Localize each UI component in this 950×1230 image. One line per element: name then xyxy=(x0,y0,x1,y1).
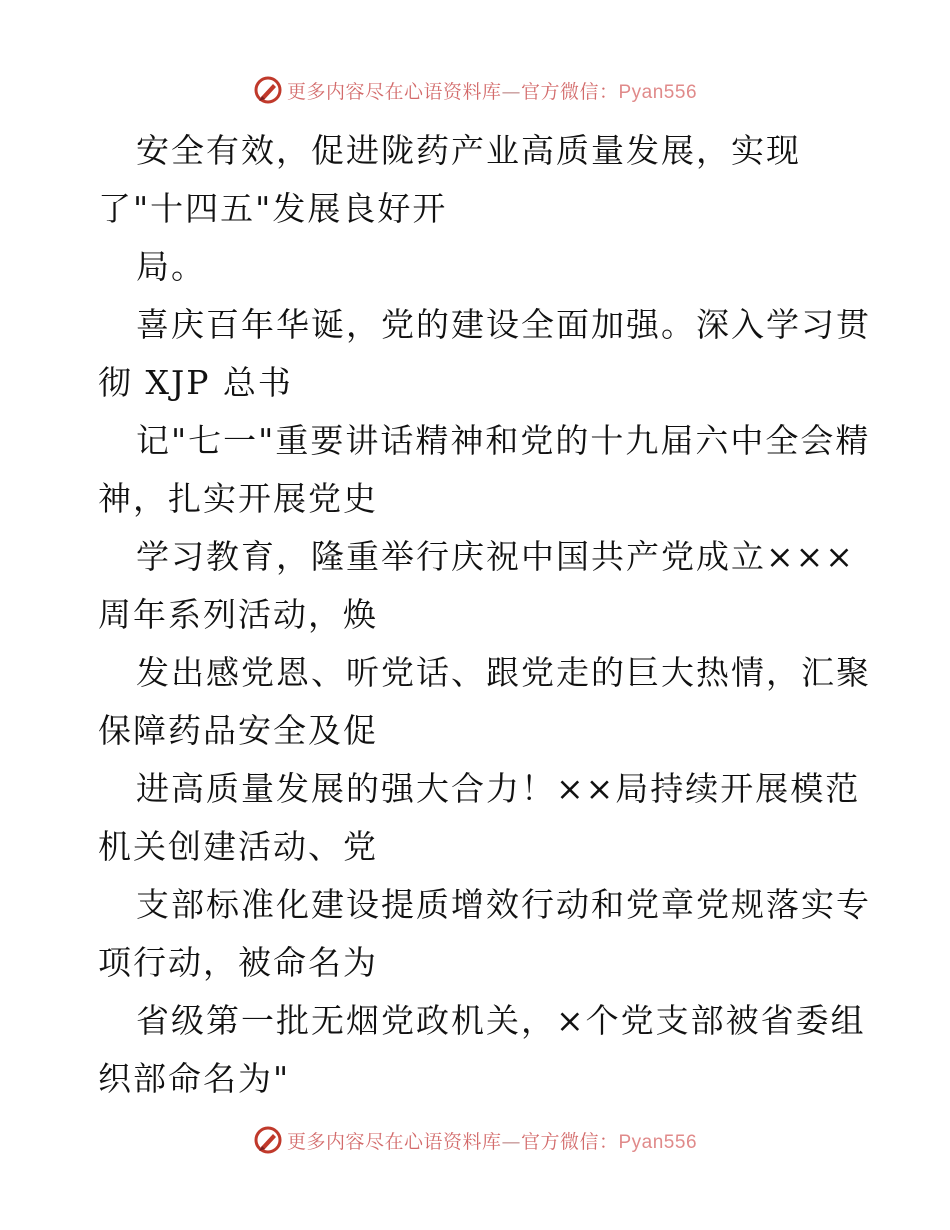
watermark-separator: — xyxy=(501,1130,521,1153)
text-line: 喜庆百年华诞，党的建设全面加强。深入学习贯 xyxy=(136,305,871,344)
watermark-text xyxy=(287,1127,697,1154)
text-line: 发出感党恩、听党话、跟党走的巨大热情，汇聚 xyxy=(136,653,871,692)
text-line: 项行动，被命名为 xyxy=(98,943,378,982)
watermark-handle: Pyan556 xyxy=(618,1131,698,1153)
text-line: 进高质量发展的强大合力！××局持续开展模范 xyxy=(136,769,861,808)
watermark-separator: — xyxy=(501,80,521,103)
footer-watermark xyxy=(0,1122,950,1158)
text-line: 记"七一"重要讲话精神和党的十九届六中全会精 xyxy=(136,421,871,460)
text-line: 支部标准化建设提质增效行动和党章党规落实专 xyxy=(136,885,871,924)
watermark-handle: Pyan556 xyxy=(618,81,698,103)
text-line: 保障药品安全及促 xyxy=(98,711,378,750)
pen-logo-icon xyxy=(253,75,283,105)
text-line: 神，扎实开展党史 xyxy=(98,479,378,518)
watermark-official: 官方微信： xyxy=(520,1130,619,1153)
text-line: 省级第一批无烟党政机关，×个党支部被省委组 xyxy=(136,1001,866,1040)
document-body xyxy=(98,122,878,1108)
watermark-prefix: 更多内容尽在心语资料库 xyxy=(286,1130,502,1153)
pen-logo-icon xyxy=(253,1125,283,1155)
text-line: 局。 xyxy=(136,247,206,286)
text-line: 织部命名为" xyxy=(98,1059,291,1098)
watermark-text xyxy=(287,77,697,104)
text-line: 安全有效，促进陇药产业高质量发展，实现 xyxy=(136,131,801,170)
text-line: 机关创建活动、党 xyxy=(98,827,378,866)
text-line: 周年系列活动，焕 xyxy=(98,595,378,634)
text-line: 了"十四五"发展良好开 xyxy=(98,189,448,228)
watermark-prefix: 更多内容尽在心语资料库 xyxy=(286,80,502,103)
watermark-official: 官方微信： xyxy=(520,80,619,103)
text-line: 彻 XJP 总书 xyxy=(98,363,293,402)
header-watermark xyxy=(0,72,950,108)
text-line: 学习教育，隆重举行庆祝中国共产党成立××× xyxy=(136,537,855,576)
